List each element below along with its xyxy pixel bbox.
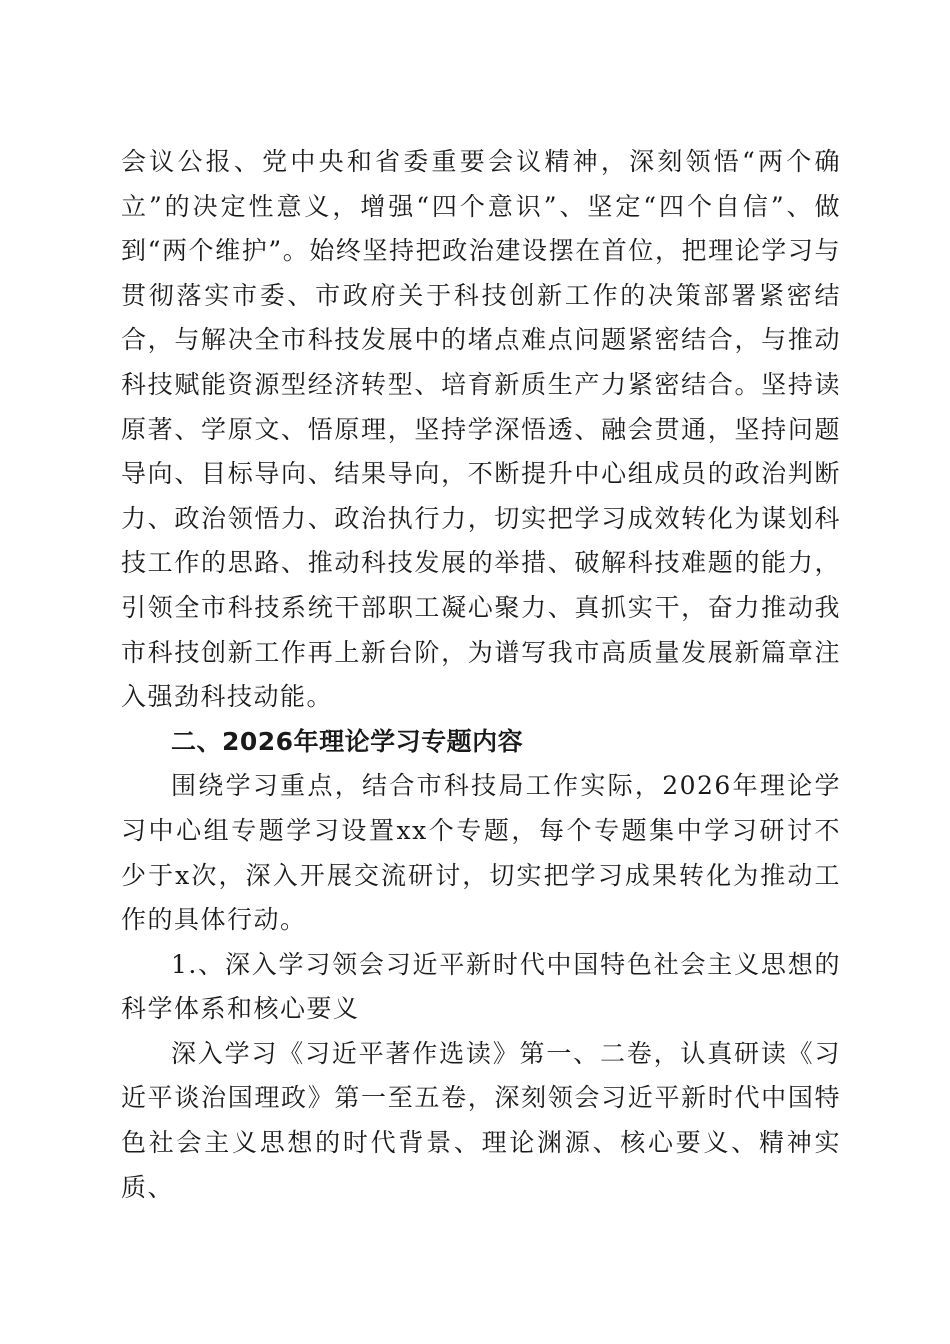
section-heading: 二、2026年理论学习专题内容 — [171, 726, 524, 756]
paragraph-continuation: 会议公报、党中央和省委重要会议精神，深刻领悟“两个确立”的决定性意义，增强“四个意识”、坚定“四个自信”、做到“两个维护”。始终坚持把政治建设摆在首位，把理论学习与贯彻落实市委、市政府关于科技创新工作的决策部署紧密结合，与解决全市科技发展中的堵点难点问题紧密结合，与推动科技赋能资源型经济转型、培育新质生产力紧密结合。坚持读原著、学原文、悟原理，坚持学深悟透、融会贯通，坚持问题导向、目标导向、结果导向，不断提升中心组成员的政治判断力、政治领悟力、政治执行力，切实把学习成效转化为谋划科技工作的思路、推动科技发展的举措、破解科技难题的能力，引领全市科技系统干部职工凝心聚力、真抓实干，奋力推动我市科技创新工作再上新台阶，为谱写我市高质量发展新篇章注入强劲科技动能。 — [121, 147, 841, 712]
paragraph-intro: 围绕学习重点，结合市科技局工作实际，2026年理论学习中心组专题学习设置xx个专题，每个专题集中学习研讨不少于x次，深入开展交流研讨，切实把学习成果转化为推动工作的具体行动。 — [121, 771, 841, 935]
document-body — [121, 140, 841, 1210]
paragraph-body: 深入学习《习近平著作选读》第一、二卷，认真研读《习近平谈治国理政》第一至五卷，深刻领会习近平新时代中国特色社会主义思想的时代背景、理论渊源、核心要义、精神实质、 — [121, 1038, 841, 1202]
subsection-title: 1.、深入学习领会习近平新时代中国特色社会主义思想的科学体系和核心要义 — [121, 949, 841, 1024]
